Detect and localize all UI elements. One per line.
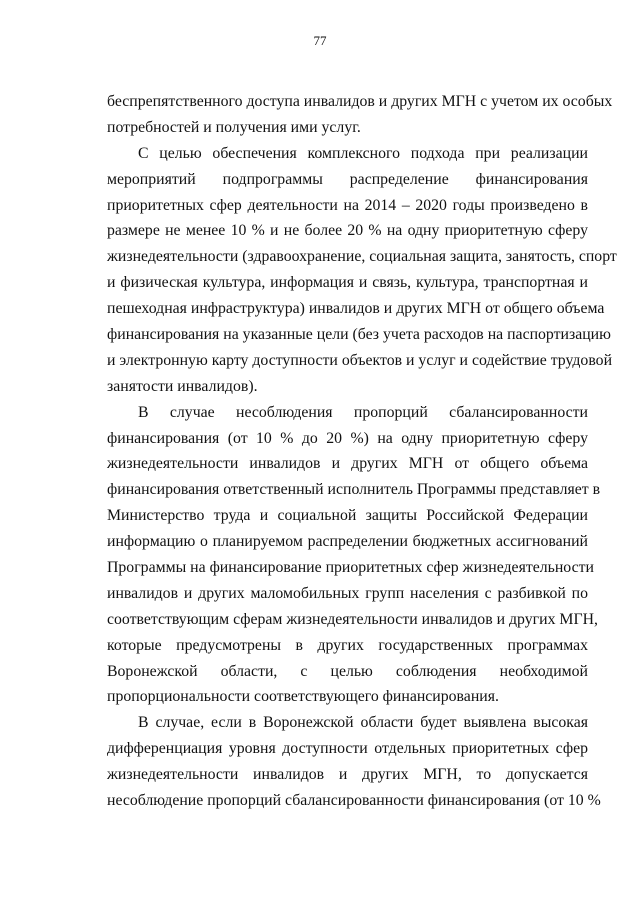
- body-text: [107, 89, 617, 814]
- text-line: дифференциация уровня доступности отдельных приоритетных сфер: [107, 740, 588, 758]
- paragraph: [107, 141, 617, 400]
- text-line: Министерство труда и социальной защиты Российской Федерации: [107, 507, 588, 525]
- text-line: информацию о планируемом распределении бюджетных ассигнований: [107, 533, 588, 551]
- text-line: финансирования на указанные цели (без учета расходов на паспортизацию: [107, 326, 611, 344]
- paragraph: [107, 400, 601, 711]
- text-line: В случае, если в Воронежской области будет выявлена высокая: [138, 714, 588, 732]
- page-number: 77: [313, 33, 327, 48]
- text-line: финансирования ответственный исполнитель Программы представляет в: [107, 481, 601, 499]
- text-line: Программы на финансирование приоритетных сфер жизнедеятельности: [107, 559, 594, 577]
- text-line: В случае несоблюдения пропорций сбалансированности: [138, 403, 588, 421]
- text-line: несоблюдение пропорций сбалансированности финансирования (от 10 %: [107, 792, 601, 810]
- text-line: жизнедеятельности (здравоохранение, социальная защита, занятость, спорт: [107, 248, 617, 266]
- text-line: Воронежской области, с целью соблюдения необходимой: [107, 662, 588, 680]
- text-line: жизнедеятельности инвалидов и других МГН, то допускается: [107, 766, 588, 784]
- text-line: соответствующим сферам жизнедеятельности инвалидов и других МГН,: [107, 610, 598, 628]
- text-line: потребностей и получения ими услуг.: [107, 118, 361, 136]
- text-line: размере не менее 10 % и не более 20 % на одну приоритетную сферу: [107, 222, 588, 240]
- paragraph: [107, 89, 613, 141]
- text-line: пропорциональности соответствующего финансирования.: [107, 688, 499, 706]
- text-line: пешеходная инфраструктура) инвалидов и других МГН от общего объема: [107, 300, 605, 318]
- text-line: беспрепятственного доступа инвалидов и других МГН с учетом их особых: [107, 93, 613, 110]
- text-line: С целью обеспечения комплексного подхода при реализации: [138, 144, 588, 162]
- text-line: приоритетных сфер деятельности на 2014 – 2020 годы произведено в: [107, 196, 588, 214]
- paragraph: [107, 710, 601, 814]
- text-line: и электронную карту доступности объектов и услуг и содействие трудовой: [107, 351, 613, 369]
- text-line: мероприятий подпрограммы распределение финансирования: [107, 170, 588, 188]
- text-line: жизнедеятельности инвалидов и других МГН от общего объема: [107, 455, 588, 473]
- text-line: которые предусмотрены в других государственных программах: [107, 636, 588, 654]
- text-line: занятости инвалидов).: [107, 377, 258, 395]
- text-line: и физическая культура, информация и связь, культура, транспортная и: [107, 274, 588, 292]
- text-line: инвалидов и других маломобильных групп населения с разбивкой по: [107, 584, 588, 602]
- text-line: финансирования (от 10 % до 20 %) на одну приоритетную сферу: [107, 429, 588, 447]
